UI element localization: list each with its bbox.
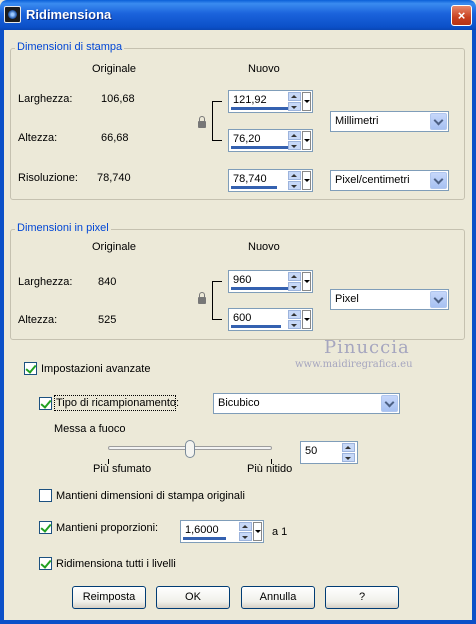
spin-down-icon[interactable]: [288, 181, 301, 190]
resize-all-layers-label[interactable]: Ridimensiona tutti i livelli: [56, 558, 176, 570]
spin-up-icon[interactable]: [288, 171, 301, 180]
resize-all-layers-checkbox[interactable]: [39, 557, 52, 570]
spin-updown[interactable]: [239, 522, 252, 541]
spin-underline: [183, 537, 226, 540]
print-width-label: Larghezza:: [18, 93, 73, 105]
dropdown-arrow-icon[interactable]: [302, 131, 311, 150]
spin-up-icon[interactable]: [288, 131, 301, 140]
watermark-url: www.maidiregrafica.eu: [295, 359, 413, 370]
app-icon: [4, 6, 21, 23]
pixel-height-spin[interactable]: [228, 308, 313, 331]
window-title: Ridimensiona: [26, 7, 112, 22]
close-button[interactable]: [451, 5, 472, 26]
advanced-settings-checkbox[interactable]: [24, 362, 37, 375]
spin-down-icon[interactable]: [342, 453, 355, 462]
spin-up-icon[interactable]: [288, 272, 301, 281]
pixel-height-label: Altezza:: [18, 314, 58, 326]
spin-underline: [231, 287, 288, 290]
spin-up-icon[interactable]: [288, 310, 301, 319]
print-width-spin[interactable]: [228, 90, 313, 113]
keep-print-size-label[interactable]: Mantieni dimensioni di stampa originali: [56, 490, 245, 502]
reset-button[interactable]: Reimposta: [72, 586, 146, 609]
resample-method-value: Bicubico: [218, 397, 260, 409]
watermark-name: Pinuccia: [324, 337, 410, 358]
print-col-new: Nuovo: [248, 63, 280, 75]
ratio-suffix: a 1: [272, 526, 288, 538]
dropdown-arrow-icon[interactable]: [430, 291, 447, 308]
aspect-link-bracket: [212, 101, 222, 141]
spin-updown[interactable]: [288, 131, 301, 150]
pixel-width-original: 840: [98, 276, 117, 288]
print-height-label: Altezza:: [18, 132, 58, 144]
pixel-width-spin[interactable]: [228, 270, 313, 293]
print-unit-value: Millimetri: [335, 115, 379, 127]
pixel-unit-select[interactable]: [330, 289, 449, 310]
print-col-original: Originale: [92, 63, 137, 75]
keep-ratio-checkbox[interactable]: [39, 521, 52, 534]
spin-down-icon[interactable]: [288, 102, 301, 111]
resolution-spin[interactable]: [228, 169, 313, 192]
cancel-button[interactable]: Annulla: [241, 586, 315, 609]
dropdown-arrow-icon[interactable]: [302, 171, 311, 190]
lock-icon[interactable]: [198, 121, 206, 128]
sharpen-slider[interactable]: [108, 440, 274, 464]
ratio-value: 1,6000: [185, 524, 219, 536]
pixel-width-label: Larghezza:: [18, 276, 73, 288]
pixel-unit-value: Pixel: [335, 293, 359, 305]
slider-thumb[interactable]: [185, 440, 195, 458]
spin-updown[interactable]: [288, 272, 301, 291]
window-frame-left: [0, 30, 4, 624]
spin-updown[interactable]: [342, 443, 355, 462]
print-unit-select[interactable]: [330, 111, 449, 132]
spin-updown[interactable]: [288, 171, 301, 190]
spin-up-icon[interactable]: [239, 522, 252, 531]
dropdown-arrow-icon[interactable]: [430, 113, 447, 130]
help-button[interactable]: ?: [325, 586, 399, 609]
spin-updown[interactable]: [288, 92, 301, 111]
pixel-col-new: Nuovo: [248, 241, 280, 253]
close-icon: ×: [457, 8, 466, 23]
print-width-original: 106,68: [101, 93, 135, 105]
dropdown-arrow-icon[interactable]: [302, 92, 311, 111]
print-width-value: 121,92: [233, 94, 267, 106]
resolution-value: 78,740: [233, 173, 267, 185]
dropdown-arrow-icon[interactable]: [430, 172, 447, 189]
print-height-original: 66,68: [101, 132, 129, 144]
sharpen-value: 50: [305, 445, 318, 457]
dropdown-arrow-icon[interactable]: [381, 395, 398, 412]
dropdown-arrow-icon[interactable]: [302, 310, 311, 329]
resample-label[interactable]: Tipo di ricampionamento:: [56, 397, 180, 409]
resample-method-select[interactable]: [213, 393, 400, 414]
sharpen-min-label: Più sfumato: [93, 463, 152, 475]
window-frame-bottom: [0, 620, 476, 624]
dropdown-arrow-icon[interactable]: [253, 522, 262, 541]
lock-icon[interactable]: [198, 297, 206, 304]
ok-button[interactable]: OK: [156, 586, 230, 609]
spin-updown[interactable]: [288, 310, 301, 329]
pixel-width-value: 960: [233, 274, 252, 286]
pixel-group-title: Dimensioni in pixel: [17, 222, 109, 234]
resolution-original: 78,740: [97, 172, 131, 184]
spin-up-icon[interactable]: [288, 92, 301, 101]
spin-underline: [231, 146, 295, 149]
pixel-col-original: Originale: [92, 241, 137, 253]
resample-checkbox[interactable]: [39, 397, 52, 410]
keep-print-size-checkbox[interactable]: [39, 489, 52, 502]
spin-down-icon[interactable]: [239, 532, 252, 541]
spin-down-icon[interactable]: [288, 320, 301, 329]
ratio-spin[interactable]: [180, 520, 264, 543]
sharpen-max-label: Più nitido: [247, 463, 293, 475]
spin-down-icon[interactable]: [288, 141, 301, 150]
sharpen-value-spin[interactable]: [300, 441, 358, 464]
print-group-title: Dimensioni di stampa: [17, 41, 123, 53]
spin-down-icon[interactable]: [288, 282, 301, 291]
keep-ratio-label[interactable]: Mantieni proporzioni:: [56, 522, 159, 534]
print-height-spin[interactable]: [228, 129, 313, 152]
sharpen-label: Messa a fuoco: [54, 423, 126, 435]
print-height-value: 76,20: [233, 133, 261, 145]
pixel-height-original: 525: [98, 314, 117, 326]
window-frame-right: [472, 30, 476, 624]
title-bar[interactable]: [0, 0, 476, 30]
resolution-unit-select[interactable]: [330, 170, 449, 191]
resolution-unit-value: Pixel/centimetri: [335, 174, 410, 186]
spin-underline: [231, 325, 281, 328]
pixel-link-bracket: [212, 281, 222, 320]
spin-underline: [231, 107, 295, 110]
dropdown-arrow-icon[interactable]: [302, 272, 311, 291]
resolution-label: Risoluzione:: [18, 172, 78, 184]
spin-underline: [231, 186, 277, 189]
pixel-height-value: 600: [233, 312, 252, 324]
spin-up-icon[interactable]: [342, 443, 355, 452]
advanced-settings-label[interactable]: Impostazioni avanzate: [41, 363, 151, 375]
